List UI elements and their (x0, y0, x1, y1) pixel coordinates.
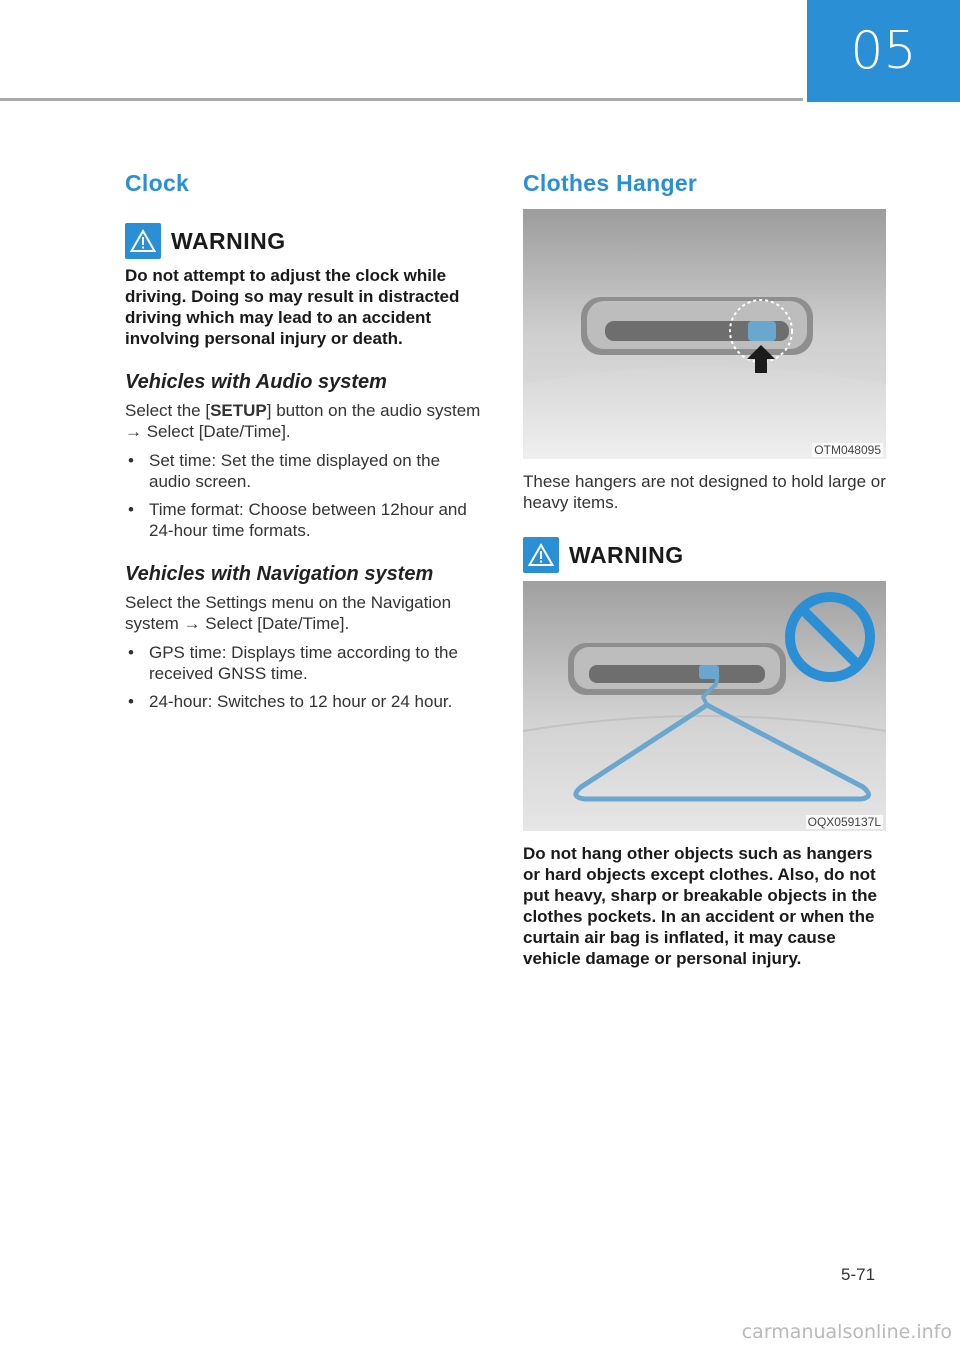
watermark: carmanualsonline.info (741, 1321, 952, 1343)
warning-triangle-icon (125, 223, 161, 259)
clothes-hanger-title: Clothes Hanger (523, 170, 698, 196)
prohibited-hanger-figure (523, 581, 886, 831)
list-item: • 24-hour: Switches to 12 hour or 24 hour. (128, 692, 453, 711)
hanger-warning-text: Do not hang other objects such as hangers or hard objects except clothes. Also, do not put heavy, sharp or breakable objects in the clothes pockets. In an accident or when the curtain air bag is inflated, it may cause vehicle damage or personal injury. (523, 844, 877, 968)
list-item: • Time format: Choose between 12hour and 24-hour time formats. (128, 500, 467, 540)
warning-triangle-icon (523, 537, 559, 573)
clock-title: Clock (125, 170, 190, 196)
warning-label: WARNING (171, 227, 286, 254)
list-item: • GPS time: Displays time according to the received GNSS time. (128, 643, 458, 683)
clock-section (125, 170, 485, 719)
clock-warning-header (125, 223, 485, 259)
audio-bullet-list (125, 450, 485, 541)
audio-intro: Select the [SETUP] button on the audio system → Select [Date/Time]. (125, 401, 481, 441)
chapter-tab (807, 0, 960, 102)
hanger-hook-figure (523, 209, 886, 459)
clock-warning-text: Do not attempt to adjust the clock while driving. Doing so may result in distracted driving which may lead to an accident involving personal injury or death. (125, 266, 460, 348)
hanger-caption: These hangers are not designed to hold large or heavy items. (523, 472, 886, 512)
audio-heading: Vehicles with Audio system (125, 371, 387, 393)
setup-keyword: SETUP (210, 401, 267, 420)
navigation-bullet-list (125, 642, 485, 712)
hanger-warning-header (523, 537, 886, 573)
chapter-number: 05 (850, 21, 917, 81)
list-item: • Set time: Set the time displayed on the audio screen. (128, 451, 441, 491)
figure-code: OQX059137L (807, 815, 881, 829)
header-rule (0, 98, 803, 101)
navigation-intro: Select the Settings menu on the Navigation system → Select [Date/Time]. (125, 593, 452, 633)
page-number: 5-71 (841, 1265, 876, 1284)
figure-code: OTM048095 (814, 443, 881, 457)
navigation-heading: Vehicles with Navigation system (125, 563, 434, 585)
warning-label: WARNING (569, 541, 684, 568)
clothes-hanger-section (523, 170, 886, 969)
